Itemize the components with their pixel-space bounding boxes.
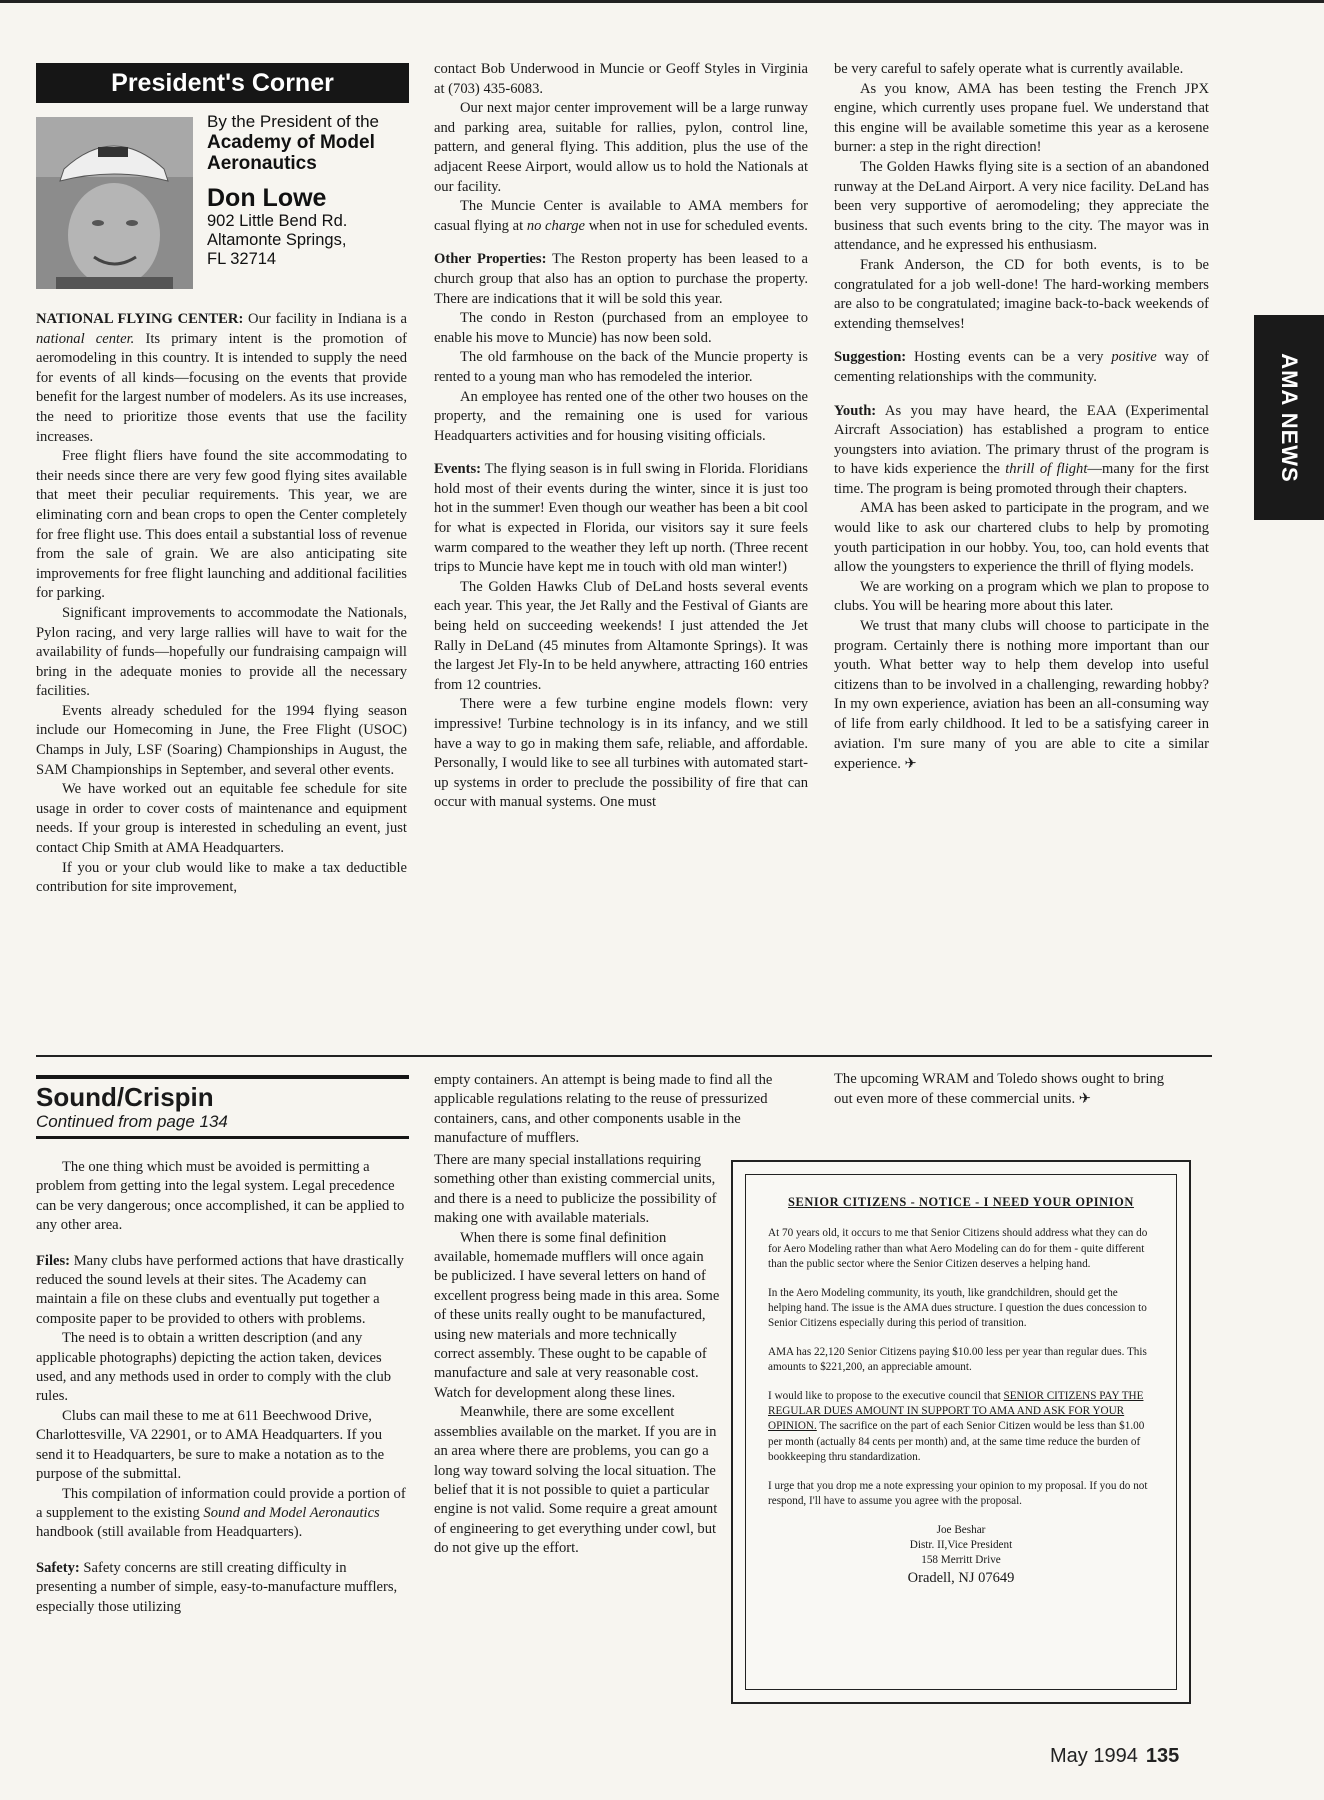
page-number: 135 [1145, 1745, 1180, 1767]
paragraph: contact Bob Underwood in Muncie or Geoff Styles in Virginia at (703) 435-6083. [434, 61, 808, 97]
paragraph: Our next major center improvement will be a large runway and parking area, suitable for rallies, pylon, control line, pattern, and general flying. This addition, plus the use of the adjacent Reese Airport, would allow us to hold the Nationals at our facility. [434, 100, 808, 195]
sound-column-3 [834, 1070, 1184, 1110]
signature-title: Distr. II,Vice President [909, 1538, 1013, 1551]
article-column-1 [36, 310, 407, 898]
address-line-1: 902 Little Bend Rd. [207, 212, 348, 230]
sound-column-2 [434, 1151, 720, 1559]
issue-date: May 1994 [1050, 1745, 1138, 1767]
youth-paragraph: Youth: As you may have heard, the EAA (Experimental Aircraft Association) has established a program to entice youngsters into aviation. The primary thrust of the program is to have kids experience the thrill of flight—many for the first time. The program is being promoted through their chapters. [834, 402, 1209, 497]
paragraph: The one thing which must be avoided is permitting a problem from getting into the legal system. Legal precedence can be very dangerous; once accomplished, it can be applied to any other area. [36, 1159, 405, 1234]
notice-title: SENIOR CITIZENS - NOTICE - I NEED YOUR OPINION [788, 1195, 1134, 1209]
paragraph: There are many special installations requiring something other than existing commercial units, and there is a need to publicize the possibility of making one with available materials. [434, 1152, 717, 1227]
notice-paragraph: I urge that you drop me a note expressing your opinion to my proposal. If you do not respond, I'll have to assume you agree with the proposal. [768, 1479, 1148, 1508]
notice-paragraph: I would like to propose to the executive council that SENIOR CITIZENS PAY THE REGULAR DUES AMOUNT IN SUPPORT TO AMA AND ASK FOR YOUR OPINION. The sacrifice on the part of each Senior Citizen would be less than $1.00 per month (actually 84 cents per month) and, at the same time reduce the burden of bookkeeping thru standardization. [768, 1389, 1145, 1464]
paragraph: Frank Anderson, the CD for both events, is to be congratulated for a job well-done! The hard-working members are also to be congratulated; imagine back-to-back weekends of extending themselves! [834, 256, 1209, 332]
paragraph: If you or your club would like to make a tax deductible contribution for site improvement, [36, 859, 407, 896]
paragraph: The old farmhouse on the back of the Muncie property is rented to a young man who has remodeled the interior. [434, 349, 808, 385]
sound-column-1 [36, 1158, 409, 1617]
paragraph: Free flight fliers have found the site accommodating to their needs since there are very few good flying sites available that meet their peculiar requirements. This year, we are eliminating corn and bean crops to open the Center completely for free flight use. This does entail a substantial loss of revenue from the sale of grain. We are also anticipating site improvements for free flight launching and additional facilities for parking. [36, 448, 407, 602]
org-line-1: Academy of Model [207, 132, 375, 153]
president-photo [36, 117, 193, 289]
top-rule [0, 0, 1324, 3]
paragraph: The Golden Hawks flying site is a section of an abandoned runway at the DeLand Airport. A very nice facility. DeLand has been very supportive of aeromodeling; they appreciate the business that such events bring to the city. The mayor was in attendance, and he expressed his enthusiasm. [834, 158, 1209, 254]
paragraph: Significant improvements to accommodate the Nationals, Pylon racing, and very large rallies will have to wait for the availability of funds—hopefully our fundraising campaign will bring in the adequate monies to provide all the necessary facilities. [36, 604, 407, 700]
events-paragraph: Events: The flying season is in full swing in Florida. Floridians hold most of their events during the winter, since it is just too hot in the summer! Even though our weather has been a bit cool for what is expected in Florida, our visitors say it sure feels warm compared to the weather they left up north. (Three recent trips to Muncie have kept me in touch with old man winter!) [434, 461, 808, 576]
paragraph: As you know, AMA has been testing the French JPX engine, which currently uses propane fuel. We understand that this engine will be available sometime this year as a kerosene burner: a step in the right direction! [834, 80, 1209, 156]
notice-paragraph: AMA has 22,120 Senior Citizens paying $10.00 less per year than regular dues. This amounts to $221,200, an appreciable amount. [768, 1345, 1147, 1374]
paragraph: The Muncie Center is available to AMA members for casual flying at no charge when not in use for scheduled events. [434, 198, 808, 234]
ama-news-tab: AMA NEWS [1254, 315, 1324, 520]
sound-column-2-top [434, 1071, 808, 1149]
continued-from-label: Continued from page 134 [36, 1112, 228, 1131]
paragraph: We have worked out an equitable fee schedule for site usage in order to cover costs of maintenance and equipment needs. If your group is interested in scheduling an event, just contact Chip Smith at AMA Headquarters. [36, 781, 407, 857]
suggestion-paragraph: Suggestion: Hosting events can be a very positive way of cementing relationships with the community. [834, 349, 1209, 385]
presidents-corner-banner: President's Corner [36, 63, 409, 103]
sound-crispin-title: Sound/Crispin [36, 1082, 214, 1112]
paragraph: This compilation of information could provide a portion of a supplement to the existing Sound and Model Aeronautics handbook (still available from Headquarters). [36, 1485, 406, 1541]
article-column-3 [834, 60, 1209, 775]
national-flying-center-paragraph: NATIONAL FLYING CENTER: Our facility in Indiana is a national center. Its primary intent is the promotion of aeromodeling in this country. It is intended to supply the need for events of all kinds—focusing on the events that provide benefit for the largest number of modelers. As its use increases, the need to prioritize those events that use the facility increases. [36, 311, 407, 445]
other-properties-paragraph: Other Properties: The Reston property has been leased to a church group that also has an option to purchase the property. There are indications that it will be sold this year. [434, 251, 808, 307]
org-line-2: Aeronautics [207, 153, 317, 174]
signature-name: Joe Beshar [936, 1523, 986, 1536]
paragraph: The upcoming WRAM and Toledo shows ought to bring out even more of these commercial units. ✈ [834, 1071, 1165, 1108]
notice-paragraph: At 70 years old, it occurs to me that Senior Citizens should address what they can do for Aero Modeling rather than what Aero Modeling can do for them - quite different than the public sector where the Senior Citizen deserves a helping hand. [768, 1227, 1148, 1271]
senior-citizens-notice [731, 1160, 1191, 1704]
by-line: By the President of the [207, 112, 379, 131]
page-footer [1050, 1745, 1179, 1768]
paragraph: Events already scheduled for the 1994 flying season include our Homecoming in June, the Free Flight (USOC) Champs in July, LSF (Soaring) Championships in August, the SAM Championships in September, and several other events. [36, 702, 407, 778]
paragraph: The need is to obtain a written description (and any applicable photographs) depicting the action taken, devices used, and any methods used in order to comply with the club rules. [36, 1330, 392, 1405]
notice-signature [768, 1523, 1154, 1587]
paragraph: Meanwhile, there are some excellent assemblies available on the market. If you are in an area where there are problems, you can go a long way toward solving the local situation. The belief that it is not possible to quiet a particular engine is not valid. Some require a great amount of engineering to get everything under cowl, but do not give up the effort. [434, 1404, 718, 1557]
paragraph: AMA has been asked to participate in the program, and we would like to ask our chartered clubs to help by promoting youth participation in our hobby. You, too, can hold events that allow the youngsters to experience the thrill of flying models. [834, 500, 1209, 576]
sound-top-rule [36, 1075, 409, 1079]
notice-paragraph: In the Aero Modeling community, its youth, like grandchildren, should get the helping hand. The issue is the AMA dues structure. I question the dues concession to Senior Citizens especially during this period of transition. [768, 1286, 1147, 1330]
signature-address: 158 Merritt Drive [921, 1554, 1001, 1567]
president-name: Don Lowe [207, 184, 327, 212]
paragraph: be very careful to safely operate what is currently available. [834, 61, 1184, 77]
paragraph: An employee has rented one of the other two houses on the property, and the remaining one is used for various Headquarters activities and for housing visiting officials. [434, 388, 808, 444]
paragraph: There were a few turbine engine models flown: very impressive! Turbine technology is in its infancy, and we still have a way to go in making them safe, reliable, and affordable. Personally, I would like to see all turbines with automated start-up systems in order to preclude the possibility of fire that can occur with manual systems. One must [434, 696, 808, 811]
paragraph: Clubs can mail these to me at 611 Beechwood Drive, Charlottesville, VA 22901, or to AMA Headquarters. If you send it to Headquarters, be sure to make a notation as to the purpose of the submittal. [36, 1407, 385, 1483]
paragraph: empty containers. An attempt is being made to find all the applicable regulations relating to the reuse of pressurized containers, cans, and other components usable in the manufacture of mufflers. [434, 1072, 773, 1147]
article-column-2 [434, 60, 808, 813]
paragraph: The condo in Reston (purchased from an employee to enable his move to Muncie) has now been sold. [434, 310, 808, 346]
paragraph: We are working on a program which we plan to propose to clubs. You will be hearing more about this later. [834, 578, 1209, 615]
files-paragraph: Files: Many clubs have performed actions that have drastically reduced the sound levels at their sites. The Academy can maintain a file on these clubs and eventually put together a composite paper to be provided to others with problems. [36, 1252, 404, 1327]
safety-paragraph: Safety: Safety concerns are still creating difficulty in presenting a number of simple, easy-to-manufacture mufflers, especially those utilizing [36, 1559, 398, 1615]
end-mark-icon: ✈ [1078, 1090, 1092, 1108]
paragraph: When there is some final definition available, homemade mufflers will once again be publicized. I have several letters on hand of excellent progress being made in this area. Some of these units really ought to be manufactured, using new materials and more technically correct assembly. These ought to be capable of manufacture and sale at very reasonable cost. Watch for development along these lines. [434, 1229, 720, 1401]
end-mark-icon: ✈ [904, 755, 917, 773]
paragraph: We trust that many clubs will choose to participate in the program. Certainly there is nothing more important than our youth. What better way to help them develop into useful citizens than to be involved in a challenging, rewarding hobby? In my own experience, aviation has been an all-consuming way of life from early childhood. It led to be a satisfying career in aviation. I'm sure many of you are able to cite a similar experience. ✈ [834, 618, 1209, 773]
signature-city: Oradell, NJ 07649 [907, 1569, 1015, 1586]
president-info [207, 112, 417, 269]
section-divider [36, 1055, 1212, 1057]
sound-bottom-rule [36, 1136, 409, 1139]
paragraph: The Golden Hawks Club of DeLand hosts several events each year. This year, the Jet Rally and the Festival of Giants are being held on succeeding weekends! I just attended the Jet Rally in DeLand (45 minutes from Altamonte Springs). It was the largest Jet Fly-In to be held anywhere, attracting 160 entries from 12 countries. [434, 578, 808, 693]
address-line-2: Altamonte Springs, [207, 231, 347, 249]
address-line-3: FL 32714 [207, 250, 277, 268]
